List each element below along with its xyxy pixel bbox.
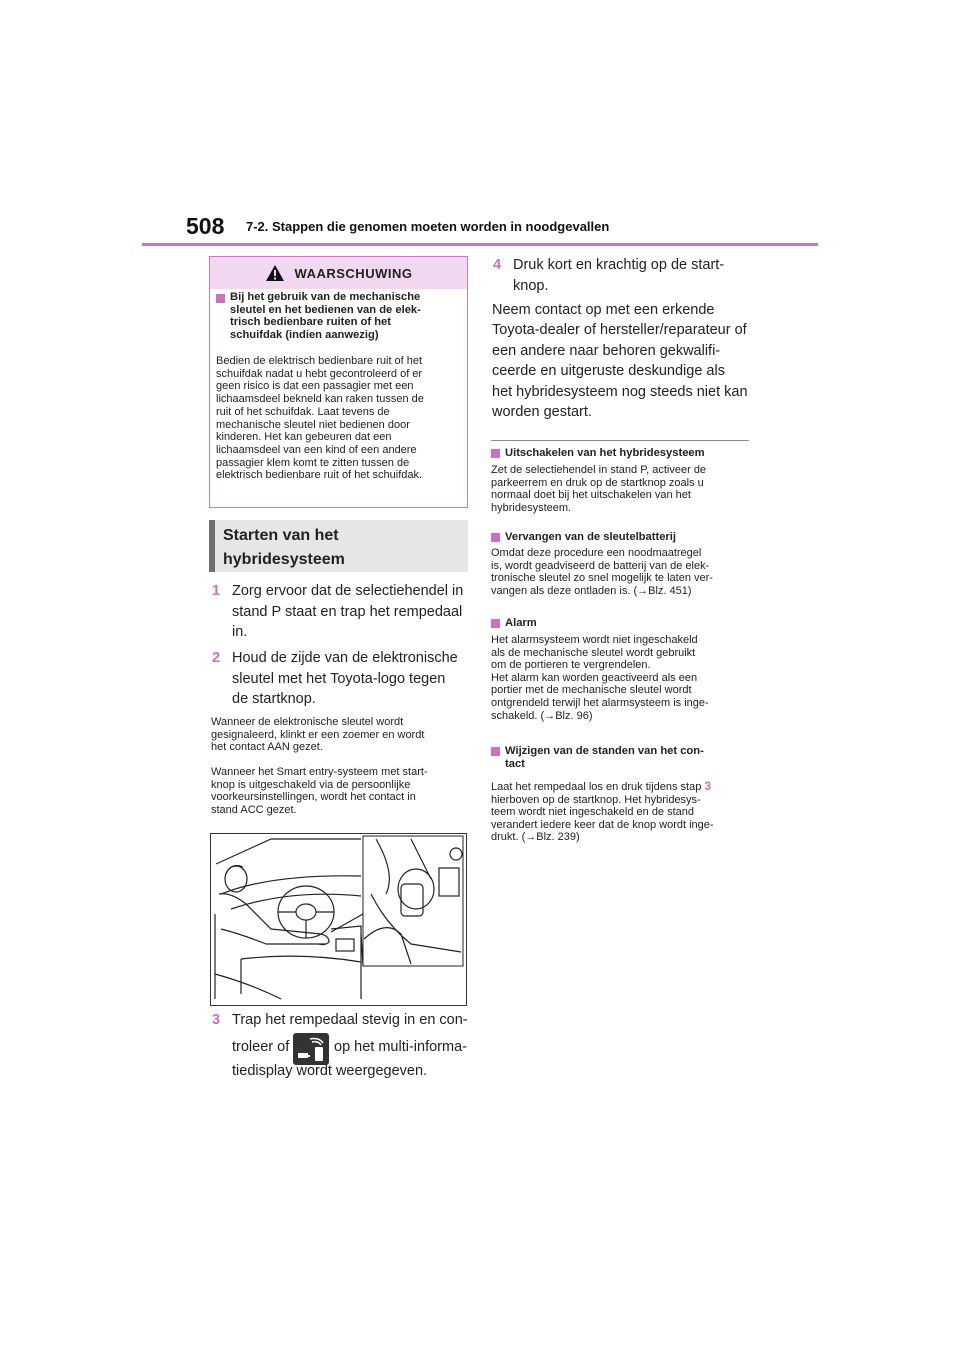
subheading-standen <box>491 745 704 770</box>
step-3-line-3 <box>232 1061 472 1081</box>
step-number: 1 <box>212 583 221 599</box>
subheading-text: Alarm <box>505 617 537 629</box>
step-line: sleutel met het Toyota-logo tegen <box>232 670 446 687</box>
step-number: 4 <box>493 257 502 273</box>
note-line: Wanneer de elektronische sleutel wordt <box>211 716 404 728</box>
paragraph-line: ceerde en uitgeruste deskundige als <box>492 363 725 380</box>
subheading-text: tact <box>505 757 525 770</box>
note-1 <box>211 716 469 754</box>
body-line: als de mechanische sleutel wordt gebruikt <box>491 646 696 659</box>
step-line: troleer of <box>232 1039 290 1055</box>
note-line: knop is uitgeschakeld via de persoonlijke <box>211 778 411 791</box>
warning-body-line: kinderen. Het kan gebeuren dat een <box>216 431 392 444</box>
note-2 <box>211 766 469 816</box>
note-line: stand ACC gezet. <box>211 803 297 816</box>
body-line: Het alarm kan worden geactiveerd als een <box>491 671 698 684</box>
body-text: Laat het rempedaal los en druk tijdens stap <box>491 781 702 793</box>
body-line: parkeerrem en druk op de startknop zoals u <box>491 476 704 489</box>
warning-body-line: mechanische sleutel niet bedienen door <box>216 418 410 431</box>
paragraph-line: een andere naar behoren gekwalifi- <box>492 342 721 359</box>
section-heading-line: Starten van het <box>223 527 339 544</box>
illustration-start-hybrid <box>210 833 467 1006</box>
step-line: Trap het rempedaal stevig in en con- <box>232 1012 468 1028</box>
bullet-square-icon <box>491 747 500 756</box>
warning-subheading-line: trisch bedienbare ruiten of het <box>230 316 392 329</box>
bullet-square-icon <box>491 619 500 628</box>
subheading-text: Vervangen van de sleutelbatterij <box>505 531 676 543</box>
contact-paragraph <box>492 300 754 422</box>
note-line: Wanneer het Smart entry-systeem met start- <box>211 766 428 778</box>
warning-triangle-icon <box>265 264 285 282</box>
body-line: vangen als deze ontladen is. (→Blz. 451) <box>491 584 692 597</box>
body-alarm <box>491 634 753 722</box>
warning-body-line: elektrisch bedienbare ruit of het schuifdak. <box>216 469 423 482</box>
bullet-square-icon <box>216 294 225 303</box>
warning-body-line: geen risico is dat een passagier met een <box>216 380 414 393</box>
warning-body-line: lichaamsdeel bekneld kan raken tussen de <box>216 393 424 406</box>
body-uitschakelen <box>491 464 753 514</box>
step-3 <box>212 1010 472 1030</box>
warning-body-line: lichaamsdeel van een kind of een andere <box>216 443 417 456</box>
note-line: gesignaleerd, klinkt er een zoemer en wordt <box>211 728 425 741</box>
body-line: om de portieren te vergrendelen. <box>491 659 651 672</box>
body-line: tronische sleutel zo snel mogelijk te laten ver- <box>491 572 713 585</box>
step-line: stand P staat en trap het rempedaal <box>232 603 463 620</box>
body-line: schakeld. (→Blz. 96) <box>491 709 593 722</box>
warning-subheading-line: sleutel en het bedienen van de elek- <box>230 303 421 316</box>
section-heading-line: hybridesysteem <box>223 551 345 568</box>
warning-subheading-line: Bij het gebruik van de mechanische <box>230 291 421 303</box>
warning-subheading-line: schuifdak (indien aanwezig) <box>230 328 379 341</box>
step-number: 3 <box>212 1012 221 1028</box>
paragraph-line: het hybridesysteem nog steeds niet kan <box>492 383 748 400</box>
body-line: hybridesysteem. <box>491 501 572 514</box>
warning-body-line: passagier klem komt te zitten tussen de <box>216 456 410 469</box>
step-1 <box>212 581 472 643</box>
page-number: 508 <box>186 213 225 239</box>
body-line: Het alarmsysteem wordt niet ingeschakeld <box>491 634 698 646</box>
step-3-line-2-after <box>334 1037 474 1057</box>
body-batterij <box>491 547 753 597</box>
paragraph-line: Neem contact op met een erkende <box>492 302 715 318</box>
bullet-square-icon <box>491 533 500 542</box>
note-line: voorkeursinstellingen, wordt het contact in <box>211 791 416 804</box>
step-line: Houd de zijde van de elektronische <box>232 650 458 666</box>
header-rule <box>142 243 818 246</box>
warning-body-line: ruit of het schuifdak. Laat tevens de <box>216 405 390 418</box>
subheading-batterij <box>491 531 676 544</box>
driver-pressing-start-button-illustration <box>211 834 466 1005</box>
step-4 <box>493 255 753 297</box>
step-line: op het multi-informa- <box>334 1039 467 1055</box>
step-number: 2 <box>212 650 221 666</box>
step-reference: 3 <box>704 779 712 793</box>
step-line: Zorg ervoor dat de selectiehendel in <box>232 583 464 599</box>
body-line: portier met de mechanische sleutel wordt <box>491 684 692 697</box>
paragraph-line: Toyota-dealer of hersteller/reparateur of <box>492 322 747 339</box>
warning-body <box>216 355 464 482</box>
body-line: is, wordt geadviseerd de batterij van de elek- <box>491 559 710 572</box>
warning-body-line: schuifdak nadat u hebt gecontroleerd of er <box>216 367 423 380</box>
subheading-uitschakelen <box>491 447 705 460</box>
body-line: normaal doet bij het uitschakelen van het <box>491 489 691 502</box>
warning-subheading <box>216 291 462 341</box>
warning-box <box>209 256 468 508</box>
body-line: drukt. (→Blz. 239) <box>491 831 580 844</box>
subheading-text: Wijzigen van de standen van het con- <box>505 745 704 757</box>
step-line: knop. <box>513 278 549 294</box>
body-line: hierboven op de startknop. Het hybridesys- <box>491 793 701 806</box>
step-line: Druk kort en krachtig op de start- <box>513 257 725 273</box>
bullet-square-icon <box>491 449 500 458</box>
body-standen <box>491 780 756 844</box>
body-line: ontgrendeld terwijl het alarmsysteem is inge- <box>491 696 709 709</box>
step-line: in. <box>232 624 248 640</box>
body-line: Zet de selectiehendel in stand P, activeer de <box>491 464 707 476</box>
body-line <box>491 780 756 794</box>
warning-header <box>210 257 467 289</box>
section-divider <box>491 440 749 441</box>
step-line: tiedisplay wordt weergegeven. <box>232 1063 428 1079</box>
subheading-text: Uitschakelen van het hybridesysteem <box>505 447 705 459</box>
note-line: het contact AAN gezet. <box>211 741 323 754</box>
body-line: teem wordt niet ingeschakeld en de stand <box>491 806 695 819</box>
warning-title: WAARSCHUWING <box>294 265 413 281</box>
step-line: de startknop. <box>232 691 316 707</box>
section-heading <box>209 520 468 572</box>
step-2 <box>212 648 472 710</box>
subheading-alarm <box>491 617 537 630</box>
section-title: 7-2. Stappen die genomen moeten worden in noodgevallen <box>246 219 610 234</box>
paragraph-line: worden gestart. <box>492 404 592 421</box>
body-line: verandert iedere keer dat de knop wordt inge- <box>491 818 714 831</box>
body-line: Omdat deze procedure een noodmaatregel <box>491 547 702 559</box>
warning-body-line: Bedien de elektrisch bedienbare ruit of het <box>216 355 423 367</box>
